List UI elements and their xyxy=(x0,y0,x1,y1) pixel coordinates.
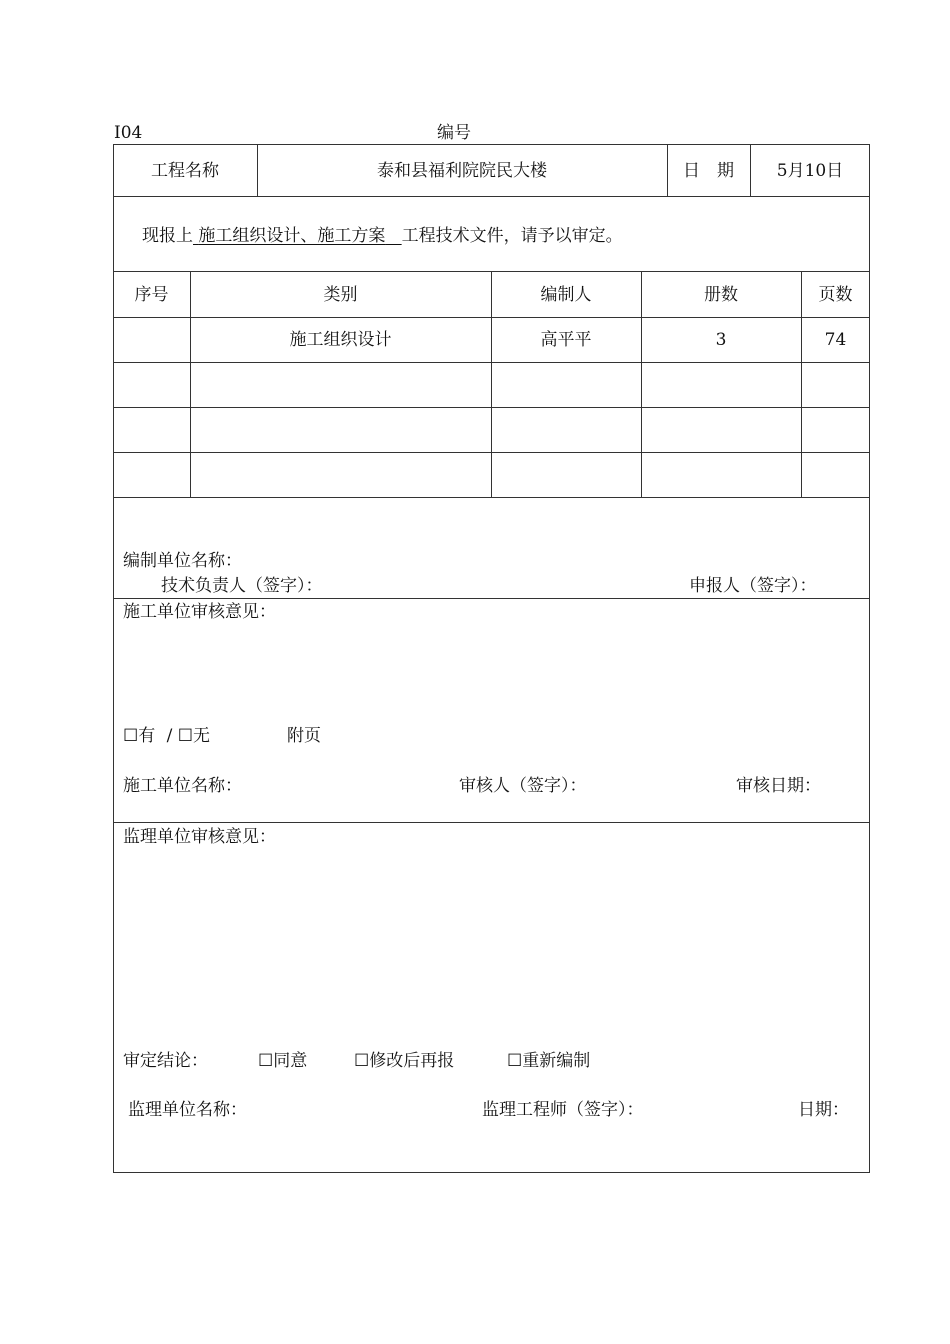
construction-unit-label: 施工单位名称： xyxy=(123,776,242,796)
checkbox-agree[interactable]: ☐ xyxy=(258,1051,274,1071)
project-name-value: 泰和县福利院院民大楼 xyxy=(377,161,547,181)
attachment-label: 附页 xyxy=(287,726,321,746)
col-header-compiler: 编制人 xyxy=(540,285,592,305)
date-label: 日 期 xyxy=(683,161,734,181)
option-recompile: ☐重新编制 xyxy=(507,1051,591,1071)
tech-lead-signature-label: 技术负责人（签字）： xyxy=(161,576,323,596)
submission-docs: 施工组织设计、施工方案 xyxy=(198,226,386,246)
table-cell: 高平平 xyxy=(540,330,592,350)
divider xyxy=(113,822,870,823)
divider xyxy=(491,271,492,497)
table-cell: 3 xyxy=(715,330,727,350)
checkbox-revise[interactable]: ☐ xyxy=(354,1051,370,1071)
attachment-options xyxy=(123,728,210,745)
col-header-category: 类别 xyxy=(323,285,358,305)
supervision-date-label: 日期： xyxy=(798,1100,849,1120)
has-label: 有 xyxy=(138,726,156,746)
checkbox-has[interactable]: ☐ xyxy=(123,726,139,746)
option-revise: ☐修改后再报 xyxy=(354,1051,455,1071)
separator: / xyxy=(166,726,173,746)
number-label: 编号 xyxy=(437,123,471,143)
none-label: 无 xyxy=(193,726,211,746)
table-cell: 74 xyxy=(824,330,847,350)
divider xyxy=(641,271,642,497)
col-header-seq: 序号 xyxy=(134,285,169,305)
form-code: I04 xyxy=(114,123,143,143)
table-cell: 施工组织设计 xyxy=(289,330,392,350)
project-name-label: 工程名称 xyxy=(151,161,219,181)
option-agree: ☐同意 xyxy=(258,1051,308,1071)
checkbox-recompile[interactable]: ☐ xyxy=(507,1051,523,1071)
divider xyxy=(113,196,870,197)
divider xyxy=(113,497,870,498)
date-value: 5月10日 xyxy=(776,161,844,181)
compiler-unit-label: 编制单位名称： xyxy=(123,551,242,571)
submission-prefix: 现报上 xyxy=(142,226,193,246)
applicant-signature-label: 申报人（签字）： xyxy=(689,576,817,596)
divider xyxy=(801,271,802,497)
col-header-pages: 页数 xyxy=(818,285,853,305)
checkbox-none[interactable]: ☐ xyxy=(177,726,194,746)
supervision-opinion-label: 监理单位审核意见： xyxy=(123,827,276,847)
submission-statement xyxy=(142,228,623,245)
divider xyxy=(190,271,191,497)
supervision-unit-label: 监理单位名称： xyxy=(128,1100,247,1120)
reviewer-signature-label: 审核人（签字）： xyxy=(459,776,587,796)
col-header-volumes: 册数 xyxy=(704,285,738,305)
review-date-label: 审核日期： xyxy=(736,776,821,796)
construction-opinion-label: 施工单位审核意见： xyxy=(123,602,276,622)
submission-suffix: 工程技术文件，请予以审定。 xyxy=(401,226,623,246)
conclusion-label: 审定结论： xyxy=(123,1051,208,1071)
engineer-signature-label: 监理工程师（签字）： xyxy=(482,1100,644,1120)
divider xyxy=(113,598,870,599)
